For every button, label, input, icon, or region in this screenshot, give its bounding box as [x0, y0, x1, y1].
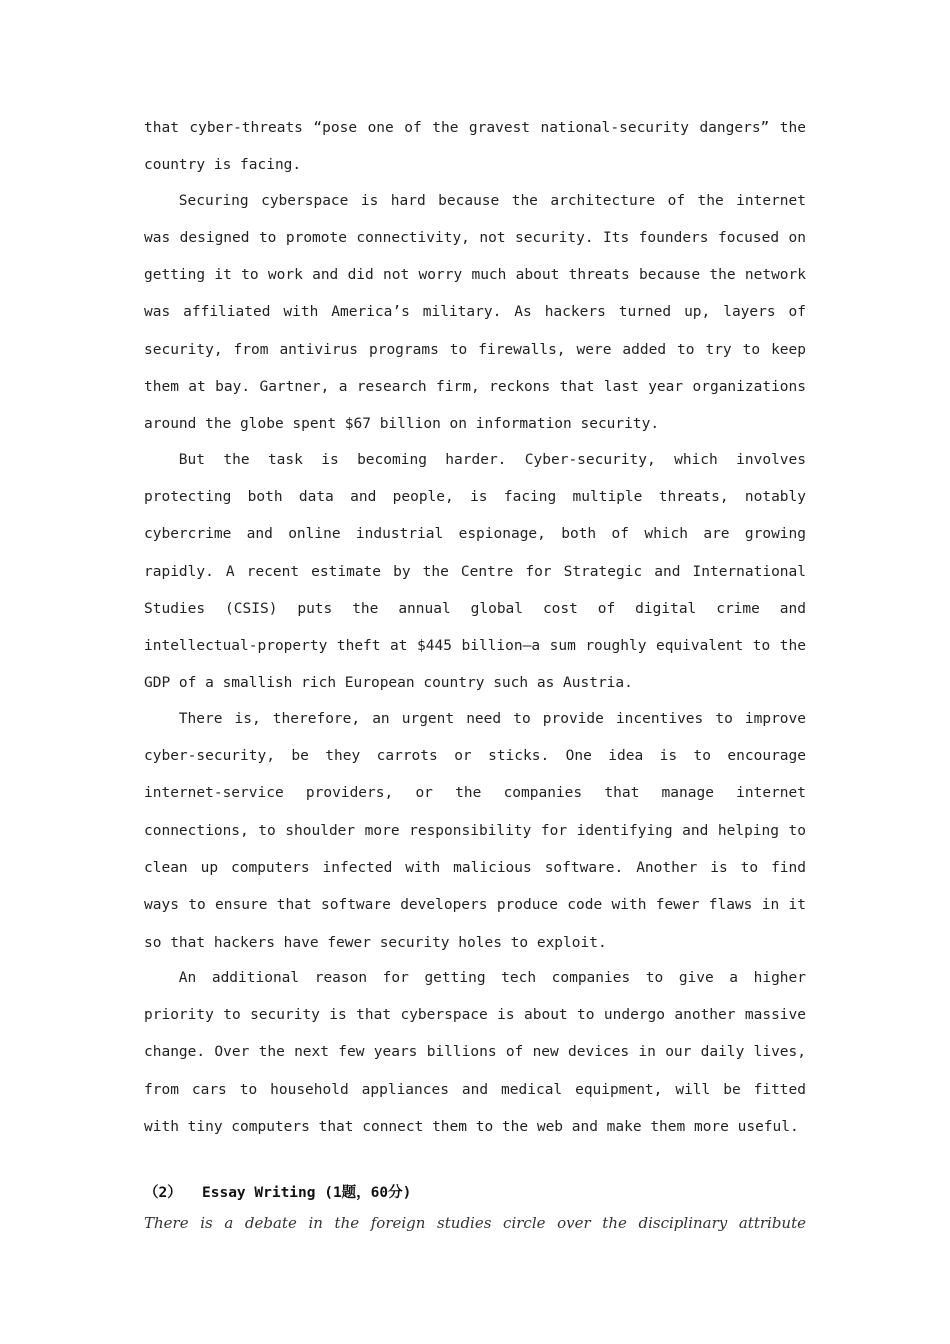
section-title: Essay Writing (1题，60分): [202, 1185, 412, 1202]
paragraph-incentives: There is, therefore, an urgent need to provide incentives to improve cyber-security, be they carrots or sticks. One idea is to encourage internet-service providers, or the companies that manage internet connections, to shoulder more responsibility for identifying and helping to clean up computers infected with malicious software. Another is to find ways to ensure that software developers produce code with fewer flaws in it so that hackers have fewer security holes to exploit.: [144, 710, 806, 951]
paragraph-additional-reason: An additional reason for getting tech companies to give a higher priority to security is that cyberspace is about to undergo another massive change. Over the next few years billions of new devices in our daily lives, from cars to household appliances and medical equipment, will be fitted with tiny computers that connect them to the web and make them more useful.: [144, 969, 806, 1136]
paragraph-continuation: that cyber-threats “pose one of the gravest national-security dangers” the country is facing.: [144, 120, 806, 174]
document-page: [144, 110, 806, 1234]
section-number: （2）: [144, 1185, 182, 1202]
essay-prompt: There is a debate in the foreign studies circle over the disciplinary attribute: [144, 1214, 806, 1233]
paragraph-task-harder: But the task is becoming harder. Cyber-security, which involves protecting both data and people, is facing multiple threats, notably cybercrime and online industrial espionage, both of which are growing rapidly. A recent estimate by the Centre for Strategic and International Studies (CSIS) puts the annual global cost of digital crime and intellectual-property theft at $445 billion—a sum roughly equivalent to the GDP of a smallish rich European country such as Austria.: [144, 451, 806, 692]
paragraph-securing-cyberspace: Securing cyberspace is hard because the architecture of the internet was designed to promote connectivity, not security. Its founders focused on getting it to work and did not worry much about threats because the network was affiliated with America’s military. As hackers turned up, layers of security, from antivirus programs to firewalls, were added to try to keep them at bay. Gartner, a research firm, reckons that last year organizations around the globe spent $67 billion on information security.: [144, 192, 806, 433]
section-heading: [144, 1182, 806, 1204]
